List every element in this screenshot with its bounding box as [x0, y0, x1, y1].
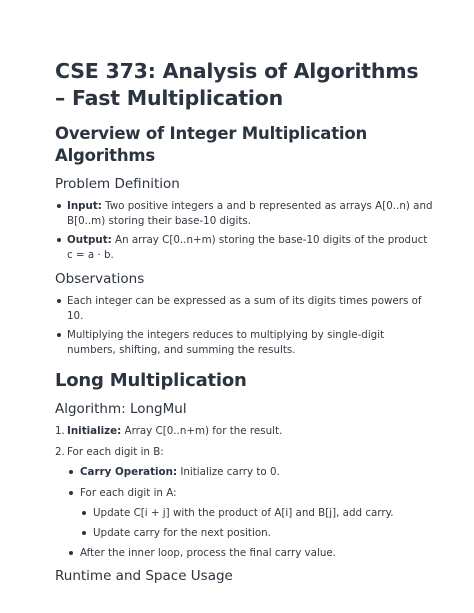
observations-heading: Observations: [55, 271, 145, 287]
problem-definition-list: [55, 199, 434, 262]
item-text: Two positive integers a and b represented as arrays A[0..n) and B[0..m) storing their base-10 digits.: [67, 200, 433, 227]
problem-definition-heading: Problem Definition: [55, 176, 180, 192]
item-label: Initialize:: [67, 425, 122, 437]
algorithm-heading: Algorithm: LongMul: [55, 401, 187, 417]
step-number: 1.: [55, 425, 65, 437]
item-text: Initialize carry to 0.: [177, 466, 280, 478]
list-item: [55, 233, 434, 262]
list-item: [67, 486, 434, 541]
inner-steps-list: [80, 506, 434, 540]
observations-list: [55, 294, 434, 357]
item-text: For each digit in A:: [80, 486, 177, 499]
item-label: Output:: [67, 234, 112, 246]
list-item: Multiplying the integers reduces to multiplying by single-digit numbers, shifting, and summing the results.: [55, 328, 434, 357]
page-title: CSE 373: Analysis of Algorithms – Fast Multiplication: [55, 59, 419, 110]
list-item: Each integer can be expressed as a sum of its digits times powers of 10.: [55, 294, 434, 323]
list-item: [55, 424, 434, 439]
algorithm-steps: [55, 424, 434, 561]
item-text: Array C[0..n+m) for the result.: [121, 425, 283, 437]
list-item: [67, 465, 434, 480]
item-label: Carry Operation:: [80, 466, 178, 478]
item-text: An array C[0..n+m) storing the base-10 digits of the product c = a · b.: [67, 234, 428, 261]
list-item: After the inner loop, process the final carry value.: [67, 546, 434, 561]
item-text: For each digit in B:: [67, 445, 164, 458]
step-number: 2.: [55, 445, 65, 458]
list-item: Update carry for the next position.: [80, 526, 434, 541]
long-multiplication-heading: Long Multiplication: [55, 370, 247, 391]
list-item: [55, 445, 434, 561]
list-item: Update C[i + j] with the product of A[i] and B[j], add carry.: [80, 506, 434, 521]
runtime-heading: Runtime and Space Usage: [55, 567, 233, 584]
overview-heading: Overview of Integer Multiplication Algorithms: [55, 124, 368, 165]
list-item: [55, 199, 434, 228]
sub-steps-list: [67, 465, 434, 561]
item-label: Input:: [67, 200, 102, 212]
